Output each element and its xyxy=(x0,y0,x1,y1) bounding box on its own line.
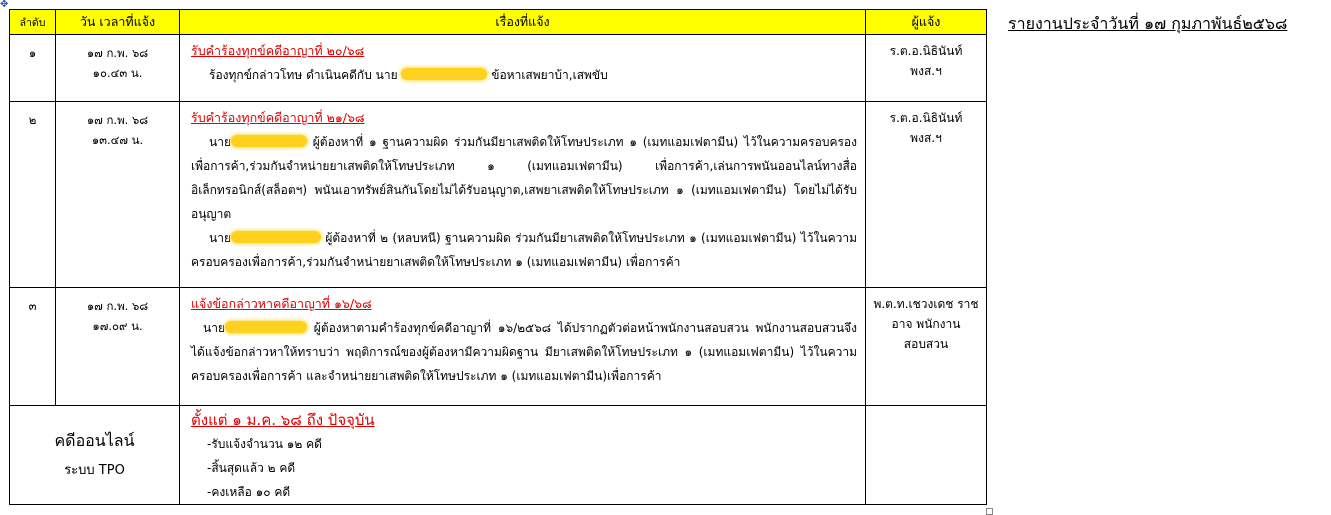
online-detail-cell xyxy=(180,406,866,505)
case-detail xyxy=(191,63,857,87)
table-row xyxy=(10,102,987,288)
online-system-prefix: ระบบ xyxy=(64,463,95,478)
row-date: ๑๗ ก.พ. ๖๘ xyxy=(86,113,149,127)
online-system xyxy=(10,456,179,486)
row-date: ๑๗ ก.พ. ๖๘ xyxy=(86,299,149,313)
row-time: ๑๐.๔๓ น. xyxy=(92,66,143,80)
row-date: ๑๗ ก.พ. ๖๘ xyxy=(86,46,149,60)
reporter-line: พ.ต.ท.เชวงเดช ราช xyxy=(873,297,979,311)
row-datetime xyxy=(56,35,180,102)
case-title: รับคำร้องทุกข์คดีอาญาที่ ๒๑/๖๘ xyxy=(191,110,365,125)
detail-text: ผู้ต้องหาที่ ๒ (หลบหนี) ฐานความผิด ร่วมกันมียาเสพติดให้โทษประเภท ๑ (เมทแอมเฟตามีน) ไว้ในความครอบครองเพื่อการค้า,ร่วมกันจำหน่ายยาเสพติดให้โทษประเภท ๑ (เมทแอมเฟตามีน) เพื่อการค้า xyxy=(191,231,857,269)
row-story xyxy=(180,288,866,406)
reporter-line: พงส.ฯ xyxy=(910,64,942,78)
redaction-mark xyxy=(231,231,321,243)
header-datetime: วัน เวลาที่แจ้ง xyxy=(56,10,180,35)
reporter-line: อาจ พนักงาน xyxy=(891,317,961,331)
table-row xyxy=(10,35,987,102)
row-number: ๓ xyxy=(10,288,56,406)
detail-text: นาย xyxy=(203,321,225,335)
row-reporter xyxy=(866,102,987,288)
detail-text: ผู้ต้องหาที่ ๑ ฐานความผิด ร่วมกันมียาเสพติดให้โทษประเภท ๑ (เมทแอมเฟตามีน) ไว้ในความครอบครองเพื่อการค้า,ร่วมกันจำหน่ายยาเสพติดให้โทษประเภท ๑ (เมทแอมเฟตามีน) เพื่อการค้า,เล่นการพนันออนไลน์ทางสื่ออิเล็กทรอนิกส์(สล็อตฯ) พนันเอาทรัพย์สินกันโดยไม่ได้รับอนุญาต,เสพยาเสพติดให้โทษประเภท ๑ (เมทแอมเฟตามีน) โดยไม่ได้รับอนุญาต xyxy=(191,135,857,221)
reporter-line: ร.ต.อ.นิธินันท์ xyxy=(889,44,963,58)
daily-report-table xyxy=(9,9,987,505)
row-story xyxy=(180,35,866,102)
online-period: ตั้งแต่ ๑ ม.ค. ๖๘ ถึง ปัจจุบัน xyxy=(191,411,375,429)
online-system-name: TPO xyxy=(98,463,125,478)
online-label-cell xyxy=(10,406,180,505)
row-time: ๑๓.๔๗ น. xyxy=(91,133,144,147)
row-story xyxy=(180,102,866,288)
online-stat: -รับแจ้งจำนวน ๑๒ คดี xyxy=(207,437,322,451)
online-summary-row xyxy=(10,406,987,505)
redaction-mark xyxy=(401,68,487,80)
report-title: รายงานประจำวันที่ ๑๗ กุมภาพันธ์๒๕๖๘ xyxy=(1008,14,1288,33)
table-row xyxy=(10,288,987,406)
detail-text: นาย xyxy=(209,135,231,149)
redaction-mark xyxy=(225,321,307,333)
row-datetime xyxy=(56,102,180,288)
header-row xyxy=(10,10,987,35)
reporter-line: สอบสวน xyxy=(903,337,949,351)
row-number: ๑ xyxy=(10,35,56,102)
row-number: ๒ xyxy=(10,102,56,288)
case-detail xyxy=(191,316,857,388)
detail-text: ร้องทุกข์กล่าวโทษ ดำเนินคดีกับ นาย xyxy=(209,68,398,82)
row-time: ๑๗.๐๙ น. xyxy=(92,319,143,333)
online-stat: -สิ้นสุดแล้ว ๒ คดี xyxy=(207,461,296,475)
detail-text: ข้อหาเสพยาบ้า,เสพขับ xyxy=(491,68,608,82)
online-title: คดีออนไลน์ xyxy=(54,431,135,450)
row-datetime xyxy=(56,288,180,406)
detail-text: ผู้ต้องหาตามคำร้องทุกข์คดีอาญาที่ ๑๖/๒๕๖๘ ได้ปรากฏตัวต่อหน้าพนักงานสอบสวน พนักงานสอบสวนจึงได้แจ้งข้อกล่าวหาให้ทราบว่า พฤติการณ์ของผู้ต้องหามีความผิดฐาน มียาเสพติดให้โทษประเภท ๑ (เมทแอมเฟตามีน) ไว้ในความครอบครองเพื่อการค้า และจำหน่ายยาเสพติดให้โทษประเภท ๑ (เมทแอมเฟตามีน)เพื่อการค้า xyxy=(191,321,857,383)
reporter-line: ร.ต.อ.นิธินันท์ xyxy=(889,111,963,125)
detail-text: นาย xyxy=(209,231,231,245)
header-no: ลำดับ xyxy=(10,10,56,35)
online-reporter-cell xyxy=(866,406,987,505)
redaction-mark xyxy=(231,135,307,147)
header-reporter: ผู้แจ้ง xyxy=(866,10,987,35)
table-resize-handle[interactable] xyxy=(986,508,993,515)
case-title: แจ้งข้อกล่าวหาคดีอาญาที่ ๑๖/๖๘ xyxy=(191,296,372,311)
reporter-line: พงส.ฯ xyxy=(910,131,942,145)
case-title: รับคำร้องทุกข์คดีอาญาที่ ๒๐/๖๘ xyxy=(191,43,365,58)
row-reporter xyxy=(866,288,987,406)
case-detail xyxy=(191,130,857,226)
move-anchor-icon[interactable]: ✥ xyxy=(0,0,9,10)
header-story: เรื่องที่แจ้ง xyxy=(180,10,866,35)
online-stat: -คงเหลือ ๑๐ คดี xyxy=(207,485,291,499)
case-detail xyxy=(191,226,857,274)
row-reporter xyxy=(866,35,987,102)
